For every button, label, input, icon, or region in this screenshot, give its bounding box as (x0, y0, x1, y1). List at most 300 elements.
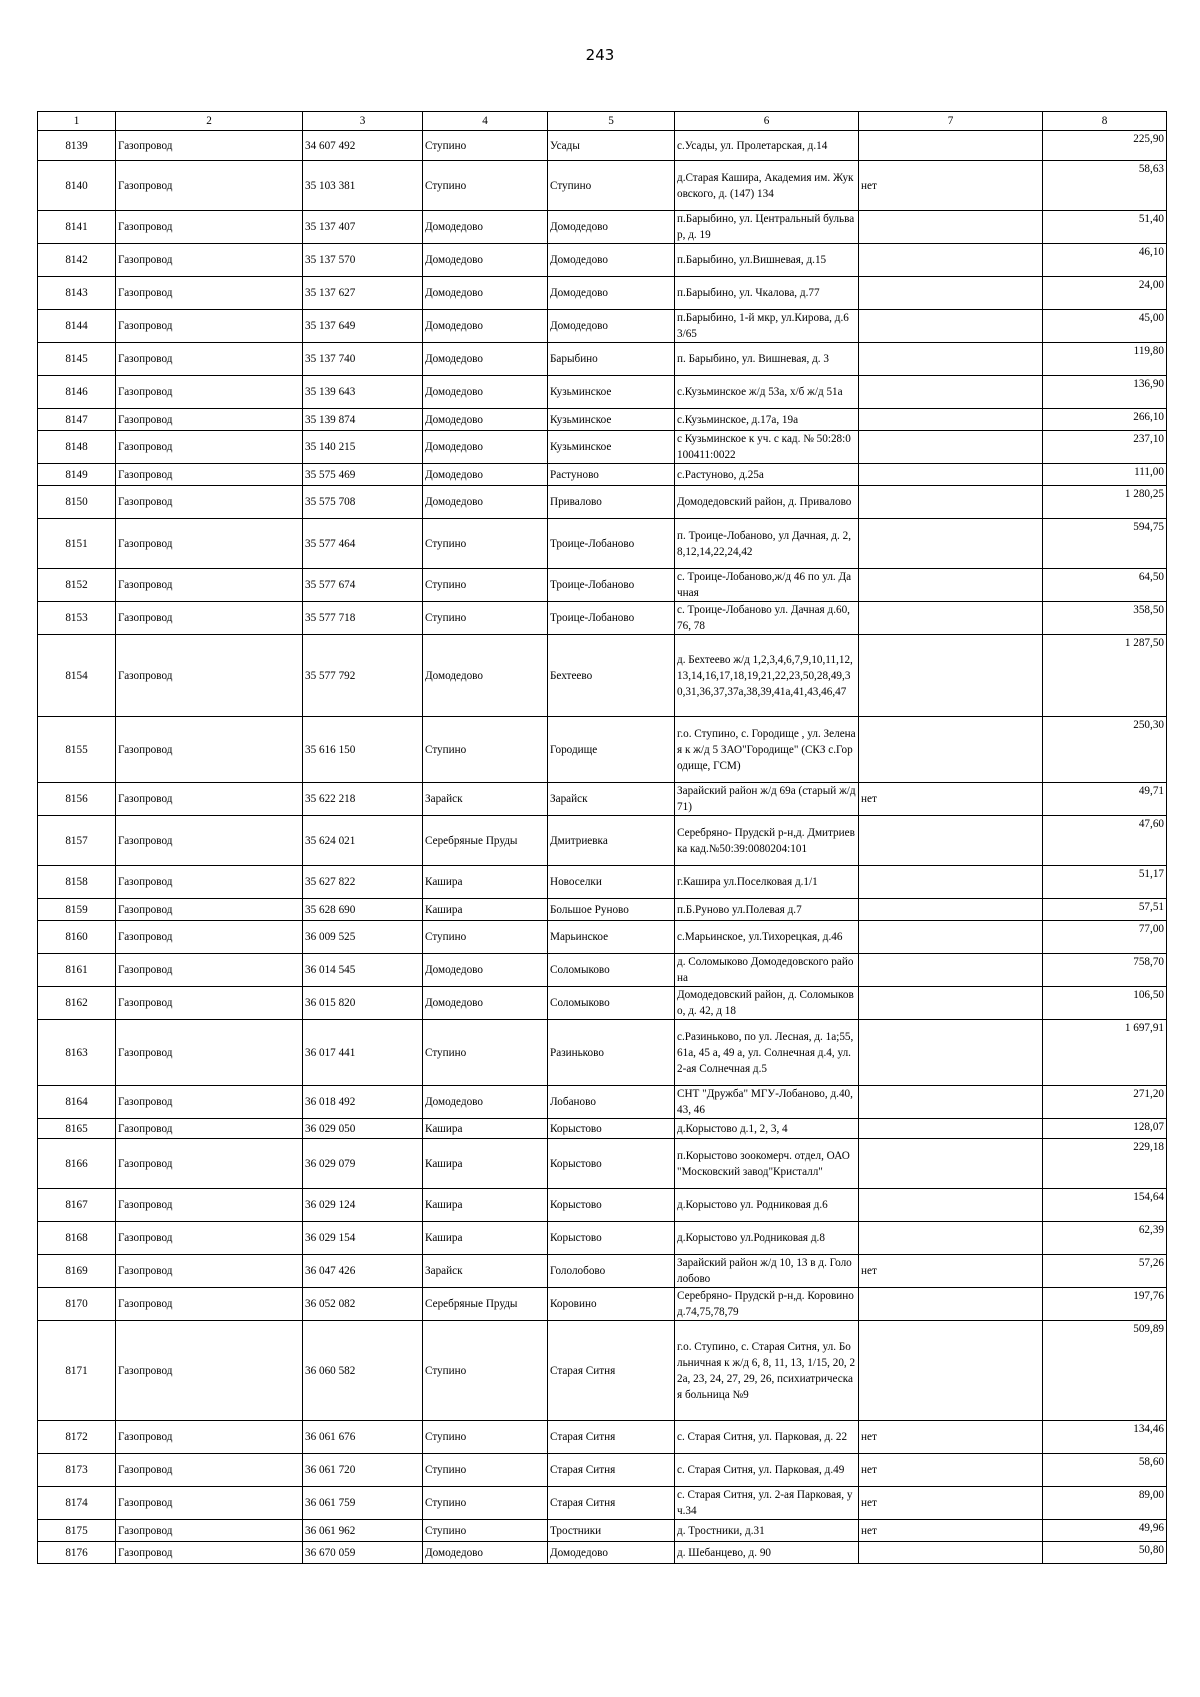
cell-c7 (859, 131, 1043, 161)
cell-c3: 36 670 059 (303, 1542, 423, 1564)
cell-c3: 36 061 962 (303, 1520, 423, 1542)
cell-c6: д.Корыстово ул. Родниковая д.6 (675, 1189, 859, 1222)
cell-c8: 197,76 (1043, 1288, 1167, 1321)
cell-c7 (859, 921, 1043, 954)
cell-c2: Газопровод (116, 1189, 303, 1222)
cell-c5: Привалово (548, 486, 675, 519)
cell-c1: 8146 (38, 376, 116, 409)
cell-c3: 35 137 627 (303, 277, 423, 310)
cell-c8: 64,50 (1043, 569, 1167, 602)
cell-c6: с.Марьинское, ул.Тихорецкая, д.46 (675, 921, 859, 954)
cell-c1: 8168 (38, 1222, 116, 1255)
cell-c5: Троице-Лобаново (548, 519, 675, 569)
cell-c2: Газопровод (116, 602, 303, 635)
cell-c4: Серебряные Пруды (423, 816, 548, 866)
cell-c2: Газопровод (116, 1255, 303, 1288)
cell-c1: 8162 (38, 987, 116, 1020)
cell-c8: 250,30 (1043, 717, 1167, 783)
cell-c8: 594,75 (1043, 519, 1167, 569)
cell-c1: 8156 (38, 783, 116, 816)
cell-c6: Домодедовский район, д. Привалово (675, 486, 859, 519)
cell-c2: Газопровод (116, 409, 303, 431)
cell-c6: п. Барыбино, ул. Вишневая, д. 3 (675, 343, 859, 376)
cell-c3: 35 616 150 (303, 717, 423, 783)
table-row (38, 486, 1167, 519)
cell-c1: 8175 (38, 1520, 116, 1542)
cell-c7 (859, 717, 1043, 783)
cell-c2: Газопровод (116, 866, 303, 899)
cell-c7 (859, 954, 1043, 987)
page-number: 243 (585, 46, 615, 64)
cell-c5: Корыстово (548, 1119, 675, 1139)
cell-c3: 36 060 582 (303, 1321, 423, 1421)
cell-c8: 46,10 (1043, 244, 1167, 277)
cell-c1: 8139 (38, 131, 116, 161)
cell-c1: 8166 (38, 1139, 116, 1189)
cell-c4: Кашира (423, 1139, 548, 1189)
cell-c8: 77,00 (1043, 921, 1167, 954)
table-row (38, 211, 1167, 244)
cell-c2: Газопровод (116, 376, 303, 409)
cell-c5: Домодедово (548, 244, 675, 277)
cell-c2: Газопровод (116, 1288, 303, 1321)
cell-c5: Лобаново (548, 1086, 675, 1119)
cell-c2: Газопровод (116, 310, 303, 343)
cell-c1: 8165 (38, 1119, 116, 1139)
cell-c1: 8140 (38, 161, 116, 211)
cell-c2: Газопровод (116, 519, 303, 569)
cell-c3: 35 137 649 (303, 310, 423, 343)
cell-c8: 134,46 (1043, 1421, 1167, 1454)
cell-c6: Зарайский район ж/д 10, 13 в д. Гололобово (675, 1255, 859, 1288)
cell-c8: 1 280,25 (1043, 486, 1167, 519)
cell-c7 (859, 376, 1043, 409)
cell-c6: п.Барыбино, 1-й мкр, ул.Кирова, д.63/65 (675, 310, 859, 343)
cell-c3: 35 140 215 (303, 431, 423, 464)
cell-c8: 57,26 (1043, 1255, 1167, 1288)
cell-c6: с. Старая Ситня, ул. 2-ая Парковая, уч.34 (675, 1487, 859, 1520)
cell-c8: 358,50 (1043, 602, 1167, 635)
cell-c3: 35 139 874 (303, 409, 423, 431)
cell-c1: 8144 (38, 310, 116, 343)
cell-c6: Серебряно- Прудскй р-н,д. Коровино д.74,75,78,79 (675, 1288, 859, 1321)
cell-c7 (859, 1139, 1043, 1189)
table-row (38, 464, 1167, 486)
cell-c2: Газопровод (116, 1020, 303, 1086)
cell-c3: 35 577 792 (303, 635, 423, 717)
registry-table (37, 111, 1167, 1564)
table-row (38, 1321, 1167, 1421)
cell-c8: 51,17 (1043, 866, 1167, 899)
cell-c5: Старая Ситня (548, 1454, 675, 1487)
cell-c2: Газопровод (116, 717, 303, 783)
cell-c3: 36 017 441 (303, 1020, 423, 1086)
cell-c4: Домодедово (423, 376, 548, 409)
cell-c7 (859, 1020, 1043, 1086)
cell-c4: Ступино (423, 161, 548, 211)
cell-c8: 58,60 (1043, 1454, 1167, 1487)
cell-c7: нет (859, 1454, 1043, 1487)
cell-c2: Газопровод (116, 464, 303, 486)
cell-c4: Ступино (423, 1520, 548, 1542)
header-col-7: 7 (859, 112, 1043, 131)
cell-c5: Домодедово (548, 1542, 675, 1564)
cell-c4: Ступино (423, 519, 548, 569)
cell-c4: Ступино (423, 1421, 548, 1454)
cell-c6: п.Барыбино, ул. Центральный бульвар, д. 19 (675, 211, 859, 244)
header-col-4: 4 (423, 112, 548, 131)
cell-c7 (859, 277, 1043, 310)
cell-c1: 8159 (38, 899, 116, 921)
cell-c7 (859, 816, 1043, 866)
cell-c2: Газопровод (116, 899, 303, 921)
cell-c4: Домодедово (423, 486, 548, 519)
cell-c2: Газопровод (116, 343, 303, 376)
cell-c1: 8172 (38, 1421, 116, 1454)
cell-c5: Большое Руново (548, 899, 675, 921)
cell-c6: с. Троице-Лобаново,ж/д 46 по ул. Дачная (675, 569, 859, 602)
table-row (38, 816, 1167, 866)
cell-c1: 8141 (38, 211, 116, 244)
cell-c1: 8163 (38, 1020, 116, 1086)
cell-c1: 8154 (38, 635, 116, 717)
cell-c4: Кашира (423, 866, 548, 899)
cell-c1: 8147 (38, 409, 116, 431)
cell-c6: с.Усады, ул. Пролетарская, д.14 (675, 131, 859, 161)
cell-c6: с.Разиньково, по ул. Лесная, д. 1а;55, 61а, 45 а, 49 а, ул. Солнечная д.4, ул. 2-ая Солнечная д.5 (675, 1020, 859, 1086)
cell-c3: 36 015 820 (303, 987, 423, 1020)
cell-c4: Ступино (423, 1487, 548, 1520)
cell-c1: 8152 (38, 569, 116, 602)
cell-c2: Газопровод (116, 277, 303, 310)
cell-c7 (859, 602, 1043, 635)
cell-c2: Газопровод (116, 1119, 303, 1139)
cell-c6: Серебряно- Прудскй р-н,д. Дмитриевка кад.№50:39:0080204:101 (675, 816, 859, 866)
cell-c7 (859, 343, 1043, 376)
cell-c4: Зарайск (423, 1255, 548, 1288)
cell-c6: с.Кузьминское, д.17а, 19а (675, 409, 859, 431)
cell-c2: Газопровод (116, 921, 303, 954)
cell-c7 (859, 987, 1043, 1020)
cell-c8: 62,39 (1043, 1222, 1167, 1255)
cell-c4: Домодедово (423, 464, 548, 486)
table-row (38, 602, 1167, 635)
cell-c3: 36 009 525 (303, 921, 423, 954)
cell-c7 (859, 464, 1043, 486)
table-row (38, 376, 1167, 409)
cell-c2: Газопровод (116, 1086, 303, 1119)
cell-c1: 8149 (38, 464, 116, 486)
cell-c3: 36 014 545 (303, 954, 423, 987)
cell-c5: Кузьминское (548, 409, 675, 431)
table-row (38, 569, 1167, 602)
header-col-2: 2 (116, 112, 303, 131)
cell-c3: 35 577 718 (303, 602, 423, 635)
cell-c8: 51,40 (1043, 211, 1167, 244)
cell-c7: нет (859, 1487, 1043, 1520)
cell-c8: 266,10 (1043, 409, 1167, 431)
cell-c6: д. Бехтеево ж/д 1,2,3,4,6,7,9,10,11,12,13,14,16,17,18,19,21,22,23,50,28,49,30,31,36,37,37а,38,39,41а,41,43,46,47 (675, 635, 859, 717)
cell-c8: 237,10 (1043, 431, 1167, 464)
cell-c5: Корыстово (548, 1139, 675, 1189)
cell-c6: Зарайский район ж/д 69а (старый ж/д 71) (675, 783, 859, 816)
header-col-6: 6 (675, 112, 859, 131)
cell-c7: нет (859, 161, 1043, 211)
table-row (38, 131, 1167, 161)
cell-c6: п.Б.Руново ул.Полевая д.7 (675, 899, 859, 921)
cell-c2: Газопровод (116, 1421, 303, 1454)
cell-c3: 35 577 464 (303, 519, 423, 569)
table-row (38, 899, 1167, 921)
table-row (38, 244, 1167, 277)
table-row (38, 1542, 1167, 1564)
cell-c5: Домодедово (548, 310, 675, 343)
cell-c4: Домодедово (423, 1542, 548, 1564)
cell-c7: нет (859, 1255, 1043, 1288)
cell-c8: 47,60 (1043, 816, 1167, 866)
cell-c1: 8176 (38, 1542, 116, 1564)
cell-c7 (859, 635, 1043, 717)
cell-c7 (859, 866, 1043, 899)
cell-c4: Ступино (423, 569, 548, 602)
table-row (38, 310, 1167, 343)
table-row (38, 1520, 1167, 1542)
table-row (38, 1454, 1167, 1487)
cell-c3: 35 624 021 (303, 816, 423, 866)
cell-c3: 36 029 050 (303, 1119, 423, 1139)
cell-c3: 34 607 492 (303, 131, 423, 161)
cell-c1: 8148 (38, 431, 116, 464)
cell-c4: Домодедово (423, 431, 548, 464)
cell-c7 (859, 486, 1043, 519)
cell-c4: Домодедово (423, 343, 548, 376)
cell-c8: 49,96 (1043, 1520, 1167, 1542)
table-row (38, 1086, 1167, 1119)
cell-c1: 8155 (38, 717, 116, 783)
cell-c7 (859, 1189, 1043, 1222)
cell-c5: Тростники (548, 1520, 675, 1542)
cell-c8: 119,80 (1043, 343, 1167, 376)
cell-c8: 1 287,50 (1043, 635, 1167, 717)
cell-c5: Городище (548, 717, 675, 783)
table-row (38, 409, 1167, 431)
cell-c8: 106,50 (1043, 987, 1167, 1020)
cell-c2: Газопровод (116, 783, 303, 816)
cell-c7 (859, 899, 1043, 921)
cell-c5: Троице-Лобаново (548, 569, 675, 602)
cell-c6: с. Старая Ситня, ул. Парковая, д.49 (675, 1454, 859, 1487)
cell-c6: с Кузьминское к уч. с кад. № 50:28:0100411:0022 (675, 431, 859, 464)
table-row (38, 1487, 1167, 1520)
cell-c7 (859, 244, 1043, 277)
cell-c2: Газопровод (116, 1520, 303, 1542)
cell-c1: 8145 (38, 343, 116, 376)
cell-c5: Старая Ситня (548, 1421, 675, 1454)
cell-c8: 229,18 (1043, 1139, 1167, 1189)
cell-c4: Серебряные Пруды (423, 1288, 548, 1321)
cell-c2: Газопровод (116, 131, 303, 161)
cell-c5: Новоселки (548, 866, 675, 899)
cell-c2: Газопровод (116, 1542, 303, 1564)
cell-c8: 57,51 (1043, 899, 1167, 921)
cell-c1: 8160 (38, 921, 116, 954)
cell-c7 (859, 1222, 1043, 1255)
cell-c8: 58,63 (1043, 161, 1167, 211)
cell-c1: 8150 (38, 486, 116, 519)
table-row (38, 1119, 1167, 1139)
cell-c7 (859, 1086, 1043, 1119)
cell-c5: Корыстово (548, 1222, 675, 1255)
cell-c2: Газопровод (116, 1487, 303, 1520)
cell-c1: 8161 (38, 954, 116, 987)
cell-c4: Ступино (423, 131, 548, 161)
header-col-3: 3 (303, 112, 423, 131)
table-row (38, 1421, 1167, 1454)
cell-c5: Дмитриевка (548, 816, 675, 866)
cell-c8: 509,89 (1043, 1321, 1167, 1421)
cell-c5: Ступино (548, 161, 675, 211)
cell-c1: 8158 (38, 866, 116, 899)
header-col-5: 5 (548, 112, 675, 131)
cell-c8: 136,90 (1043, 376, 1167, 409)
cell-c2: Газопровод (116, 635, 303, 717)
cell-c4: Домодедово (423, 954, 548, 987)
cell-c3: 35 628 690 (303, 899, 423, 921)
header-col-1: 1 (38, 112, 116, 131)
cell-c5: Коровино (548, 1288, 675, 1321)
cell-c2: Газопровод (116, 161, 303, 211)
cell-c6: д.Корыстово ул.Родниковая д.8 (675, 1222, 859, 1255)
table-row (38, 987, 1167, 1020)
cell-c8: 49,71 (1043, 783, 1167, 816)
cell-c3: 35 103 381 (303, 161, 423, 211)
cell-c3: 36 018 492 (303, 1086, 423, 1119)
cell-c8: 128,07 (1043, 1119, 1167, 1139)
table-row (38, 1288, 1167, 1321)
cell-c2: Газопровод (116, 431, 303, 464)
cell-c7 (859, 1288, 1043, 1321)
cell-c5: Разиньково (548, 1020, 675, 1086)
cell-c5: Соломыково (548, 987, 675, 1020)
cell-c2: Газопровод (116, 816, 303, 866)
cell-c4: Домодедово (423, 635, 548, 717)
table-row (38, 866, 1167, 899)
cell-c2: Газопровод (116, 1222, 303, 1255)
cell-c4: Домодедово (423, 1086, 548, 1119)
cell-c7 (859, 409, 1043, 431)
cell-c5: Кузьминское (548, 431, 675, 464)
cell-c8: 89,00 (1043, 1487, 1167, 1520)
cell-c7: нет (859, 1520, 1043, 1542)
cell-c3: 35 137 740 (303, 343, 423, 376)
cell-c5: Марьинское (548, 921, 675, 954)
cell-c8: 50,80 (1043, 1542, 1167, 1564)
cell-c8: 225,90 (1043, 131, 1167, 161)
cell-c8: 24,00 (1043, 277, 1167, 310)
cell-c7 (859, 310, 1043, 343)
cell-c6: Домодедовский район, д. Соломыково, д. 42, д 18 (675, 987, 859, 1020)
cell-c6: г.Кашира ул.Поселковая д.1/1 (675, 866, 859, 899)
cell-c4: Домодедово (423, 277, 548, 310)
cell-c4: Ступино (423, 1454, 548, 1487)
cell-c7 (859, 1321, 1043, 1421)
cell-c4: Домодедово (423, 310, 548, 343)
cell-c6: СНТ "Дружба" МГУ-Лобаново, д.40, 43, 46 (675, 1086, 859, 1119)
cell-c4: Ступино (423, 602, 548, 635)
cell-c3: 35 627 822 (303, 866, 423, 899)
cell-c5: Барыбино (548, 343, 675, 376)
cell-c4: Кашира (423, 1119, 548, 1139)
cell-c8: 758,70 (1043, 954, 1167, 987)
cell-c4: Домодедово (423, 987, 548, 1020)
cell-c6: с. Старая Ситня, ул. Парковая, д. 22 (675, 1421, 859, 1454)
cell-c3: 36 061 759 (303, 1487, 423, 1520)
cell-c6: г.о. Ступино, с. Городище , ул. Зеленая к ж/д 5 ЗАО"Городище" (СКЗ с.Городище, ГСМ) (675, 717, 859, 783)
table-row (38, 954, 1167, 987)
cell-c2: Газопровод (116, 1454, 303, 1487)
cell-c1: 8174 (38, 1487, 116, 1520)
cell-c5: Старая Ситня (548, 1321, 675, 1421)
cell-c4: Домодедово (423, 211, 548, 244)
cell-c5: Корыстово (548, 1189, 675, 1222)
cell-c4: Зарайск (423, 783, 548, 816)
cell-c7: нет (859, 1421, 1043, 1454)
cell-c3: 36 029 154 (303, 1222, 423, 1255)
cell-c8: 45,00 (1043, 310, 1167, 343)
cell-c8: 154,64 (1043, 1189, 1167, 1222)
table-row (38, 1020, 1167, 1086)
cell-c6: д.Старая Кашира, Академия им. Жуковского, д. (147) 134 (675, 161, 859, 211)
cell-c1: 8151 (38, 519, 116, 569)
table-row (38, 1189, 1167, 1222)
cell-c6: п. Троице-Лобаново, ул Дачная, д. 2,8,12,14,22,24,42 (675, 519, 859, 569)
header-row (38, 112, 1167, 131)
cell-c2: Газопровод (116, 486, 303, 519)
cell-c1: 8157 (38, 816, 116, 866)
cell-c5: Старая Ситня (548, 1487, 675, 1520)
header-col-8: 8 (1043, 112, 1167, 131)
cell-c5: Зарайск (548, 783, 675, 816)
cell-c2: Газопровод (116, 1139, 303, 1189)
cell-c2: Газопровод (116, 987, 303, 1020)
cell-c8: 111,00 (1043, 464, 1167, 486)
cell-c1: 8143 (38, 277, 116, 310)
cell-c7 (859, 569, 1043, 602)
cell-c6: п.Корыстово зоокомерч. отдел, ОАО "Московский завод"Кристалл" (675, 1139, 859, 1189)
cell-c3: 36 047 426 (303, 1255, 423, 1288)
cell-c3: 35 575 708 (303, 486, 423, 519)
cell-c3: 36 052 082 (303, 1288, 423, 1321)
cell-c7 (859, 431, 1043, 464)
table-row (38, 1139, 1167, 1189)
table-row (38, 717, 1167, 783)
cell-c6: п.Барыбино, ул.Вишневая, д.15 (675, 244, 859, 277)
cell-c5: Бехтеево (548, 635, 675, 717)
cell-c3: 36 061 720 (303, 1454, 423, 1487)
cell-c6: д. Тростники, д.31 (675, 1520, 859, 1542)
table-row (38, 635, 1167, 717)
cell-c1: 8169 (38, 1255, 116, 1288)
cell-c3: 35 139 643 (303, 376, 423, 409)
cell-c1: 8164 (38, 1086, 116, 1119)
cell-c5: Кузьминское (548, 376, 675, 409)
cell-c7 (859, 519, 1043, 569)
cell-c3: 36 029 124 (303, 1189, 423, 1222)
cell-c8: 1 697,91 (1043, 1020, 1167, 1086)
cell-c3: 36 029 079 (303, 1139, 423, 1189)
cell-c6: д. Шебанцево, д. 90 (675, 1542, 859, 1564)
cell-c4: Ступино (423, 1321, 548, 1421)
